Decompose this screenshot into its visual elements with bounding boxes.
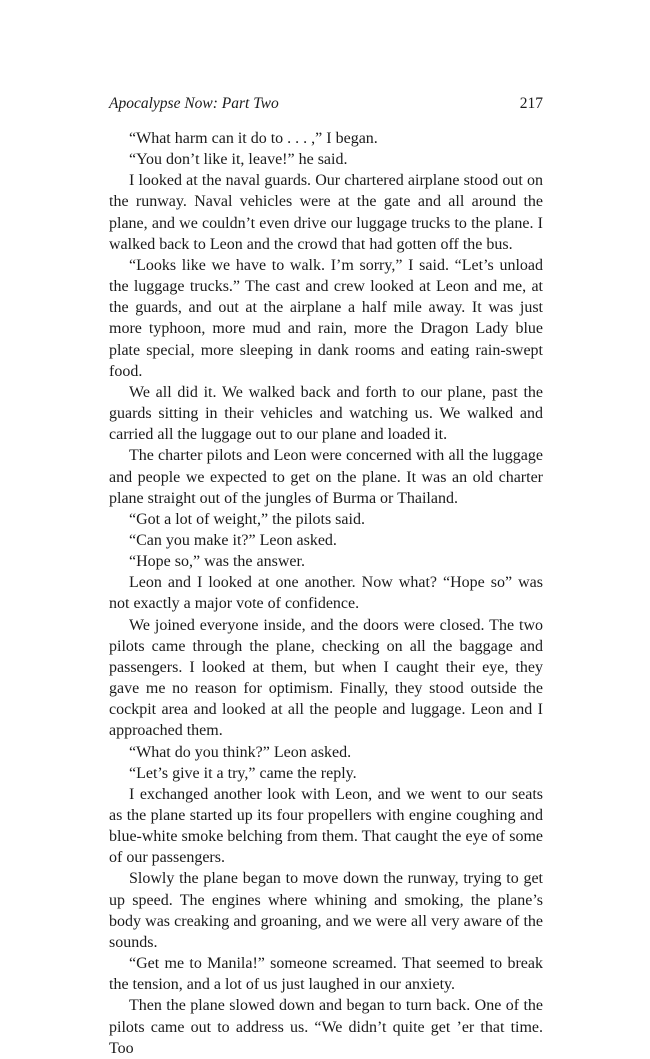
paragraph: “Get me to Manila!” someone screamed. That seemed to break the tension, and a lot of us just laughed in our anxiety. <box>109 955 543 994</box>
paragraph: We all did it. We walked back and forth to our plane, past the guards sitting in their vehicles and watching us. We walked and carried all the luggage out to our plane and loaded it. <box>109 383 543 444</box>
paragraph: “Can you make it?” Leon asked. <box>129 531 337 549</box>
paragraph: “What do you think?” Leon asked. <box>129 743 352 761</box>
paragraph: Leon and I looked at one another. Now what? “Hope so” was not exactly a major vote of confidence. <box>109 574 543 613</box>
paragraph: “Looks like we have to walk. I’m sorry,” I said. “Let’s unload the luggage trucks.” The cast and crew looked at Leon and me, at the guards, and out at the airplane a half mile away. It was just more typhoon, more mud and rain, more the Dragon Lady blue plate special, more sleeping in dank rooms and eating rain-swept food. <box>109 256 543 380</box>
paragraph: “Got a lot of weight,” the pilots said. <box>129 510 365 528</box>
paragraph: Slowly the plane began to move down the runway, trying to get up speed. The engines where whining and smoking, the plane’s body was creaking and groaning, and we were all very aware of the sounds. <box>109 870 543 951</box>
paragraph: “Hope so,” was the answer. <box>129 553 305 571</box>
paragraph: “Let’s give it a try,” came the reply. <box>129 764 357 782</box>
paragraph: I exchanged another look with Leon, and we went to our seats as the plane started up its four propellers with engine coughing and blue-white smoke belching from them. That caught the eye of some of our passengers. <box>109 785 543 867</box>
page-number: 217 <box>519 95 543 112</box>
paragraph: Then the plane slowed down and began to turn back. One of the pilots came out to address us. “We didn’t quite get ’er that time. Too <box>109 997 543 1057</box>
paragraph: “What harm can it do to . . . ,” I began. <box>129 130 378 147</box>
body-text <box>109 128 543 1059</box>
paragraph: I looked at the naval guards. Our chartered airplane stood out on the runway. Naval vehicles were at the gate and all around the plane, and we couldn’t even drive our luggage trucks to the plane. I walked back to Leon and the crowd that had gotten off the bus. <box>109 172 543 253</box>
running-title: Apocalypse Now: Part Two <box>109 95 279 112</box>
paragraph: The charter pilots and Leon were concerned with all the luggage and people we expected to get on the plane. It was an old charter plane straight out of the jungles of Burma or Thailand. <box>109 447 543 507</box>
paragraph: “You don’t like it, leave!” he said. <box>129 151 348 169</box>
paragraph: We joined everyone inside, and the doors were closed. The two pilots came through the plane, checking on all the baggage and passengers. I looked at them, but when I caught their eye, they gave me no reason for optimism. Finally, they stood outside the cockpit area and looked at all the people and luggage. Leon and I approached them. <box>109 616 543 740</box>
